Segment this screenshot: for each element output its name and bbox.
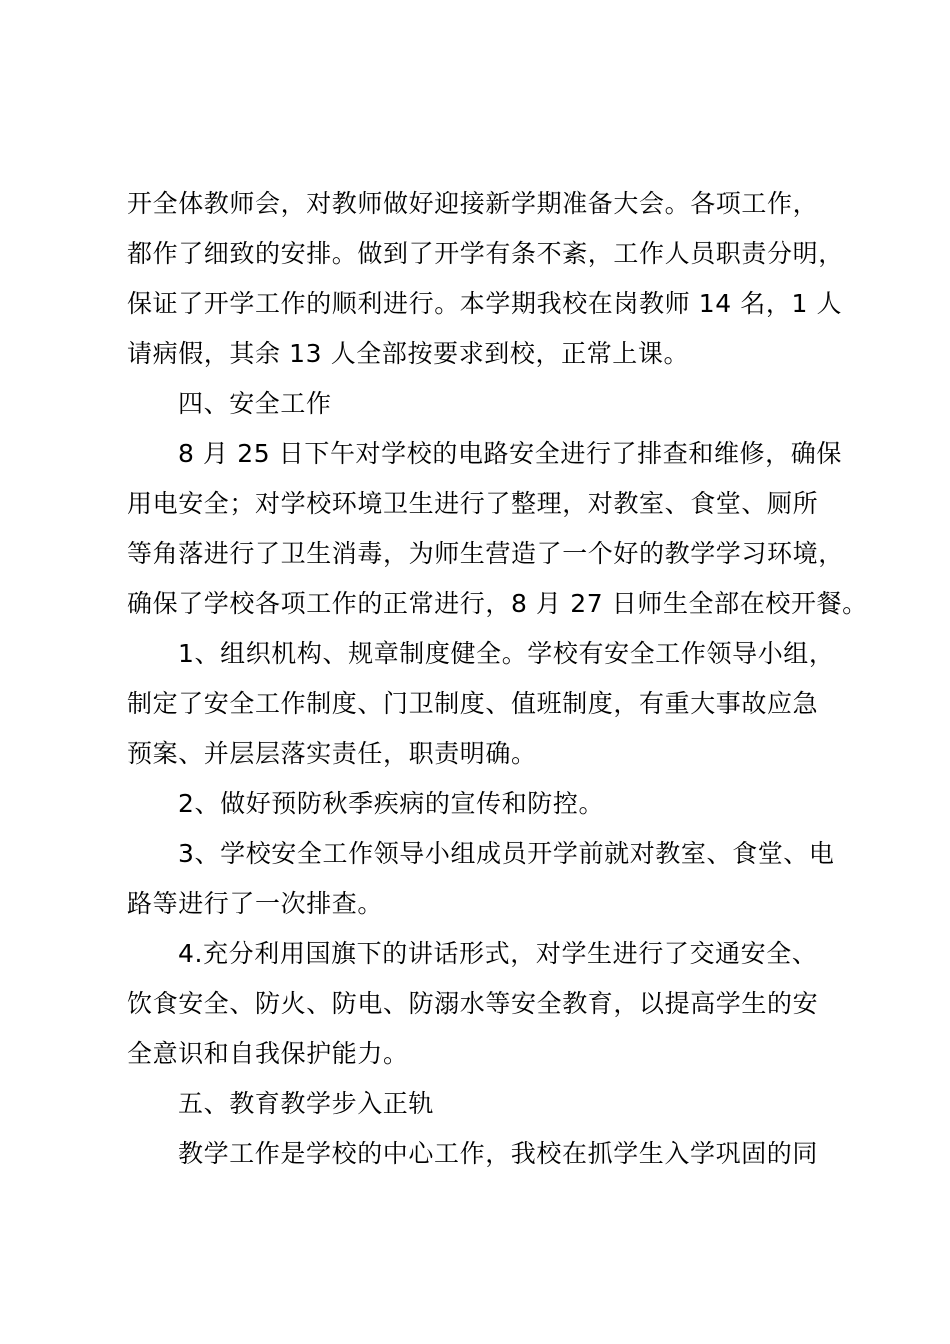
text-line: 开全体教师会，对教师做好迎接新学期准备大会。各项工作， [127, 189, 819, 218]
list-item: 1、组织机构、规章制度健全。学校有安全工作领导小组， [178, 639, 835, 668]
text-line: 路等进行了一次排查。 [127, 889, 384, 918]
text-line: 预案、并层层落实责任，职责明确。 [127, 739, 537, 768]
text-line: 制定了安全工作制度、门卫制度、值班制度，有重大事故应急 [127, 689, 819, 718]
text-line: 都作了细致的安排。做到了开学有条不紊，工作人员职责分明， [127, 239, 844, 268]
section-heading: 五、教育教学步入正轨 [178, 1089, 435, 1118]
list-item: 4.充分利用国旗下的讲话形式，对学生进行了交通安全、 [178, 939, 818, 968]
text-line: 用电安全；对学校环境卫生进行了整理，对教室、食堂、厕所 [127, 489, 819, 518]
list-item: 2、做好预防秋季疾病的宣传和防控。 [178, 789, 605, 818]
text-line: 全意识和自我保护能力。 [127, 1039, 409, 1068]
text-line: 饮食安全、防火、防电、防溺水等安全教育，以提高学生的安 [127, 989, 819, 1018]
text-line: 教学工作是学校的中心工作，我校在抓学生入学巩固的同 [178, 1139, 819, 1168]
text-line: 请病假，其余 13 人全部按要求到校，正常上课。 [127, 339, 690, 368]
list-item: 3、学校安全工作领导小组成员开学前就对教室、食堂、电 [178, 839, 835, 868]
section-heading: 四、安全工作 [178, 389, 332, 418]
text-line: 8 月 25 日下午对学校的电路安全进行了排查和维修，确保 [178, 439, 842, 468]
text-line: 确保了学校各项工作的正常进行，8 月 27 日师生全部在校开餐。 [127, 589, 868, 618]
text-line: 保证了开学工作的顺利进行。本学期我校在岗教师 14 名，1 人 [127, 289, 843, 318]
text-line: 等角落进行了卫生消毒，为师生营造了一个好的教学学习环境， [127, 539, 844, 568]
